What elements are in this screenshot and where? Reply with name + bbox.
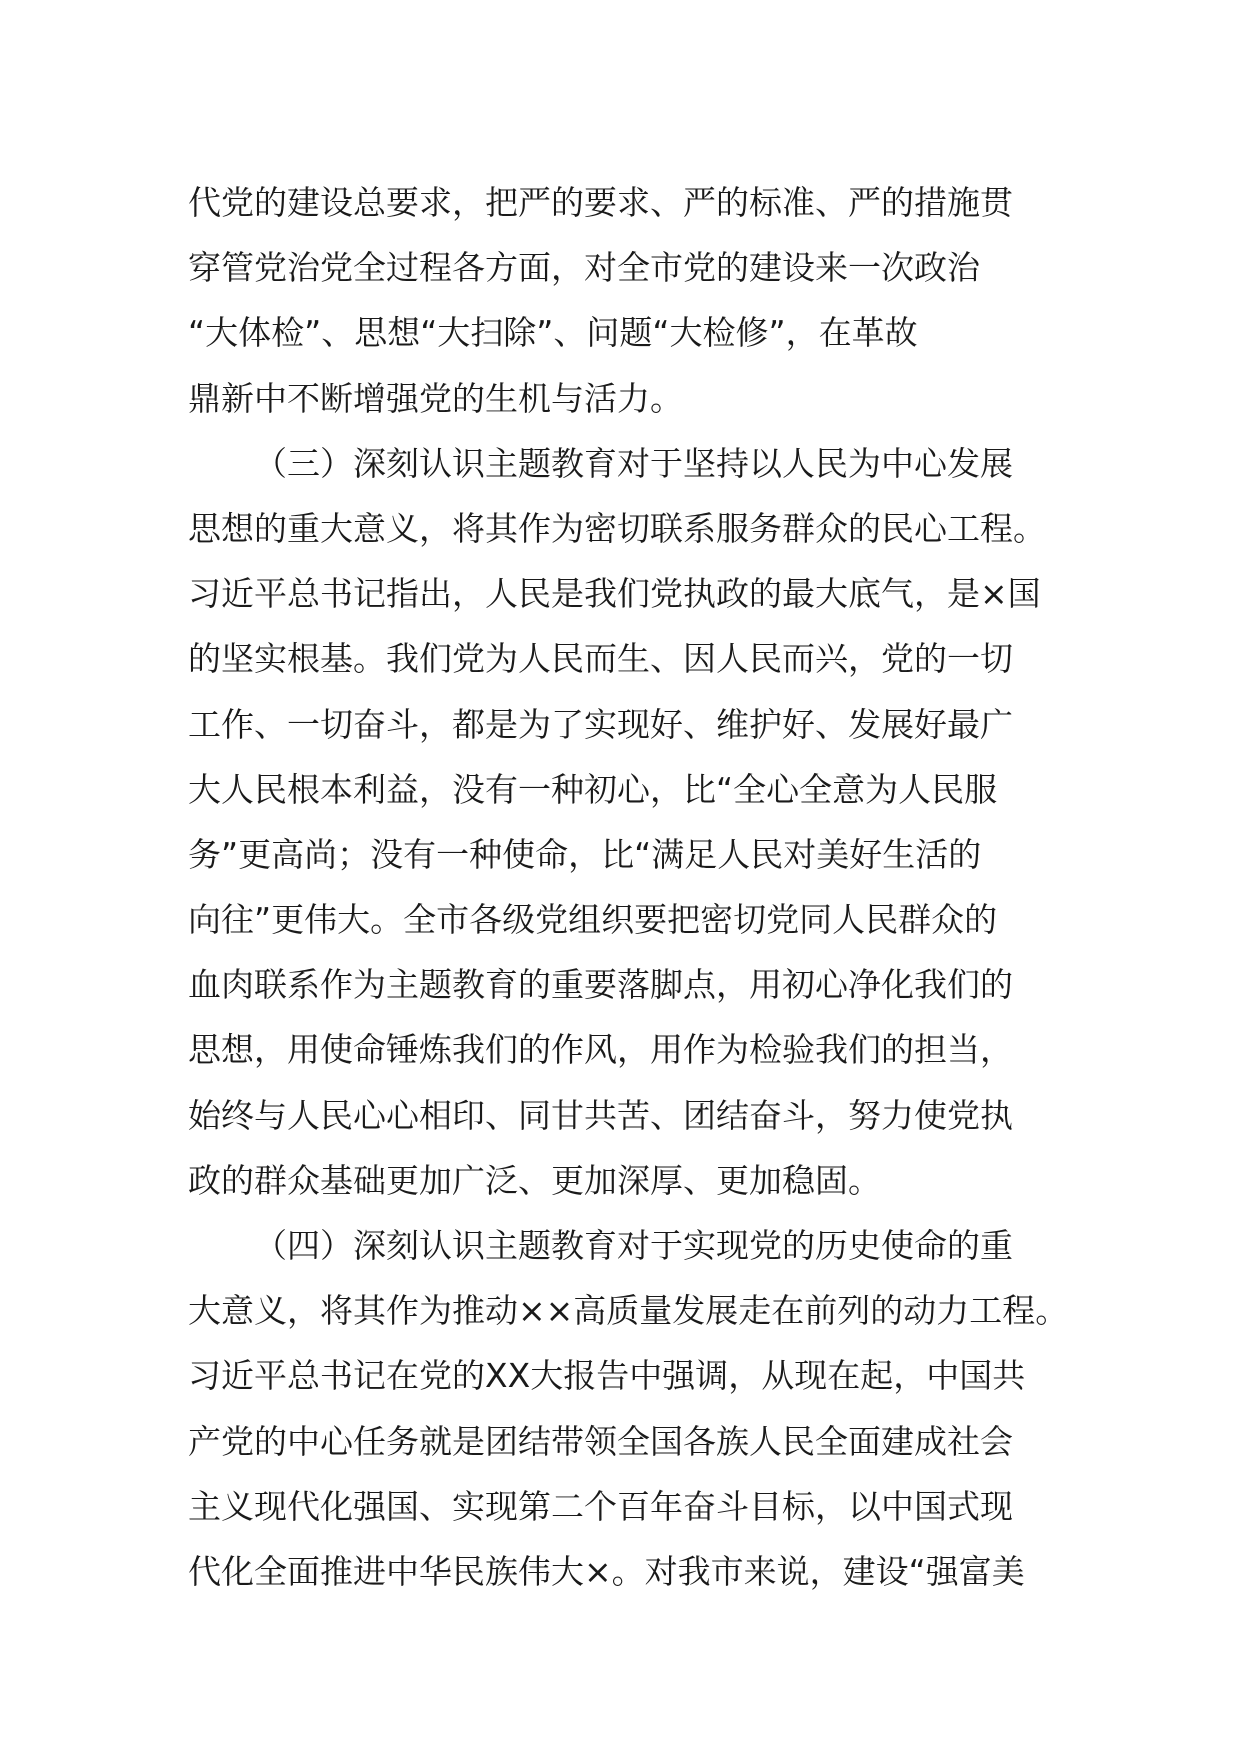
text-line: 大意义，将其作为推动××高质量发展走在前列的动力工程。 <box>188 1291 1068 1331</box>
text-line: 产党的中心任务就是团结带领全国各族人民全面建成社会 <box>188 1421 1013 1461</box>
text-line: 血肉联系作为主题教育的重要落脚点，用初心净化我们的 <box>188 965 1013 1005</box>
text-line: 代化全面推进中华民族伟大×。对我市来说，建设“强富美 <box>188 1551 1025 1591</box>
section-heading-line: （三）深刻认识主题教育对于坚持以人民为中心发展 <box>254 443 1013 483</box>
text-line: 始终与人民心心相印、同甘共苦、团结奋斗，努力使党执 <box>188 1095 1013 1135</box>
document-body <box>188 170 1068 1604</box>
text-line: 大人民根本利益，没有一种初心，比“全心全意为人民服 <box>188 769 998 809</box>
text-line: 习近平总书记指出，人民是我们党执政的最大底气，是×国 <box>188 574 1041 614</box>
text-line: 穿管党治党全过程各方面，对全市党的建设来一次政治 <box>188 248 980 288</box>
section-heading-line: （四）深刻认识主题教育对于实现党的历史使命的重 <box>254 1226 1013 1265</box>
text-line: 代党的建设总要求，把严的要求、严的标准、严的措施贯 <box>188 183 1013 222</box>
text-line: 思想，用使命锤炼我们的作风，用作为检验我们的担当， <box>188 1030 1013 1070</box>
text-line: 鼎新中不断增强党的生机与活力。 <box>188 378 683 418</box>
text-line: 工作、一切奋斗，都是为了实现好、维护好、发展好最广 <box>188 704 1013 744</box>
text-line: “大体检”、思想“大扫除”、问题“大检修”，在革故 <box>188 313 918 353</box>
text-line: 习近平总书记在党的XX大报告中强调，从现在起，中国共 <box>188 1356 1026 1396</box>
text-line: 政的群众基础更加广泛、更加深厚、更加稳固。 <box>188 1160 881 1200</box>
text-line: 的坚实根基。我们党为人民而生、因人民而兴，党的一切 <box>188 639 1013 679</box>
text-line: 务”更高尚；没有一种使命，比“满足人民对美好生活的 <box>188 834 982 874</box>
text-line: 思想的重大意义，将其作为密切联系服务群众的民心工程。 <box>188 508 1046 548</box>
text-line: 主义现代化强国、实现第二个百年奋斗目标，以中国式现 <box>188 1486 1013 1526</box>
text-line: 向往”更伟大。全市各级党组织要把密切党同人民群众的 <box>188 900 998 940</box>
